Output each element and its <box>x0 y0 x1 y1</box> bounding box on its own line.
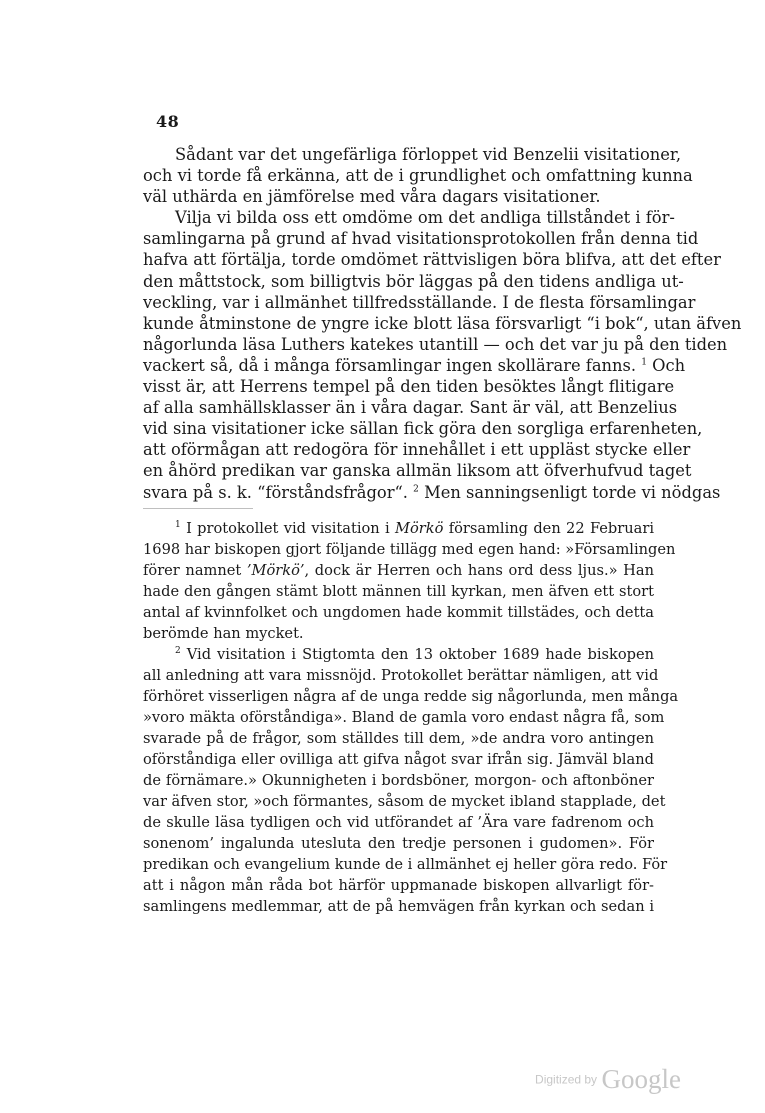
footnote-2-line: sonenom’ ingalunda utesluta den tredje personen i gudomen». För <box>143 835 654 852</box>
footnote-mark-1: 1 <box>175 520 181 531</box>
footnote-1-line <box>143 560 654 581</box>
footnote-2-line: de förnämare.» Okunnigheten i bordsböner, morgon- och aftonböner <box>143 772 654 789</box>
text-line <box>143 355 686 376</box>
place-name: Mörkö <box>395 520 444 537</box>
text-segment: svara på s. k. “förståndsfrågor“. <box>143 482 408 502</box>
footnote-2-line: »voro mäkta oförståndiga». Bland de gamla voro endast några få, som <box>143 709 665 726</box>
footnote-1-line: hade den gången stämt blott männen till kyrkan, men äfven ett stort <box>143 583 654 600</box>
text-line: visst är, att Herrens tempel på den tiden besöktes långt flitigare <box>143 377 675 397</box>
footnote-ref-2: 2 <box>413 484 419 495</box>
footnote-1-line: antal af kvinnfolket och ungdomen hade kommit tillstädes, och detta <box>143 604 654 621</box>
text-segment: vackert så, då i många församlingar ingen skollärare fanns. <box>143 355 637 375</box>
footnote-2-line: att i någon mån råda bot härför uppmanade biskopen allvarligt för- <box>143 877 654 894</box>
footnote-2-line: all anledning att vara missnöjd. Protokollet berättar nämligen, att vid <box>143 667 659 684</box>
text-line <box>143 482 721 503</box>
footnote-mark-2: 2 <box>175 646 181 657</box>
text-segment: Och <box>652 355 686 375</box>
footnote-2-line: predikan och evangelium kunde de i allmänhet ej heller göra redo. För <box>143 856 668 873</box>
page-number: 48 <box>156 112 180 131</box>
text-segment: församling den 22 Februari <box>448 520 654 537</box>
text-line: hafva att förtälja, torde omdömet rättvisligen böra blifva, att det efter <box>143 250 721 270</box>
footnote-divider <box>143 508 253 509</box>
text-segment: I protokollet vid visitation i <box>186 520 390 537</box>
text-segment: , dock är Herren och hans ord dess ljus.» Han <box>304 562 654 579</box>
footnote-ref-1: 1 <box>641 357 647 368</box>
text-line: af alla samhällsklasser än i våra dagar. Sant är väl, att Benzelius <box>143 398 678 418</box>
footnote-2-line: de skulle läsa tydligen och vid utförandet af ’Ära vare fadrenom och <box>143 814 654 831</box>
footnotes <box>143 518 679 917</box>
text-line: en åhörd predikan var ganska allmän liksom att öfverhufvud taget <box>143 461 692 481</box>
text-line: samlingarna på grund af hvad visitationsprotokollen från denna tid <box>143 229 699 249</box>
text-line: någorlunda läsa Luthers katekes utantill — och det var ju på den tiden <box>143 334 728 354</box>
footnote-2-line: oförståndiga eller ovilliga att gifva något svar ifrån sig. Jämväl bland <box>143 751 654 768</box>
footnote-1-line: berömde han mycket. <box>143 625 304 642</box>
footnote-2-line: förhöret visserligen några af de unga redde sig någorlunda, men många <box>143 688 679 705</box>
digitized-by-google-watermark <box>535 1064 681 1095</box>
footnote-2-line: var äfven stor, »och förmantes, såsom de mycket ibland stapplade, det <box>143 793 666 810</box>
text-segment: förer namnet <box>143 562 242 579</box>
text-line: Sådant var det ungefärliga förloppet vid Benzelii visitationer, <box>175 145 682 164</box>
footnote-2-line <box>143 644 654 665</box>
footnote-1-line <box>143 518 654 539</box>
main-text <box>143 144 742 503</box>
footnote-2-line: samlingens medlemmar, att de på hemvägen från kyrkan och sedan i <box>143 898 654 915</box>
text-line: Vilja vi bilda oss ett omdöme om det andliga tillståndet i för- <box>175 208 675 228</box>
text-segment: Men sanningsenligt torde vi nödgas <box>424 482 721 502</box>
footnote-1-line: 1698 har biskopen gjort följande tillägg med egen hand: »Församlingen <box>143 541 676 558</box>
footnote-2-line: svarade på de frågor, som ställdes till dem, »de andra voro antingen <box>143 730 654 747</box>
watermark-prefix: Digitized by <box>535 1072 598 1087</box>
text-line: kunde åtminstone de yngre icke blott läsa försvarligt “i bok“, utan äfven <box>143 313 742 333</box>
text-line: den måttstock, som billigtvis bör läggas på den tidens andliga ut- <box>143 271 684 291</box>
text-line: veckling, var i allmänhet tillfredsställande. I de flesta församlingar <box>143 292 696 312</box>
place-name: ’Mörkö’ <box>246 562 305 579</box>
google-logo: Google <box>601 1064 681 1094</box>
text-line: väl uthärda en jämförelse med våra dagars visitationer. <box>143 187 601 207</box>
text-line: och vi torde få erkänna, att de i grundlighet och omfattning kunna <box>143 166 693 186</box>
text-line: vid sina visitationer icke sällan fick göra den sorgliga erfarenheten, <box>143 419 703 439</box>
text-segment: Vid visitation i Stigtomta den 13 oktober 1689 hade biskopen <box>186 646 654 663</box>
text-line: att oförmågan att redogöra för innehållet i ett uppläst stycke eller <box>143 440 691 460</box>
